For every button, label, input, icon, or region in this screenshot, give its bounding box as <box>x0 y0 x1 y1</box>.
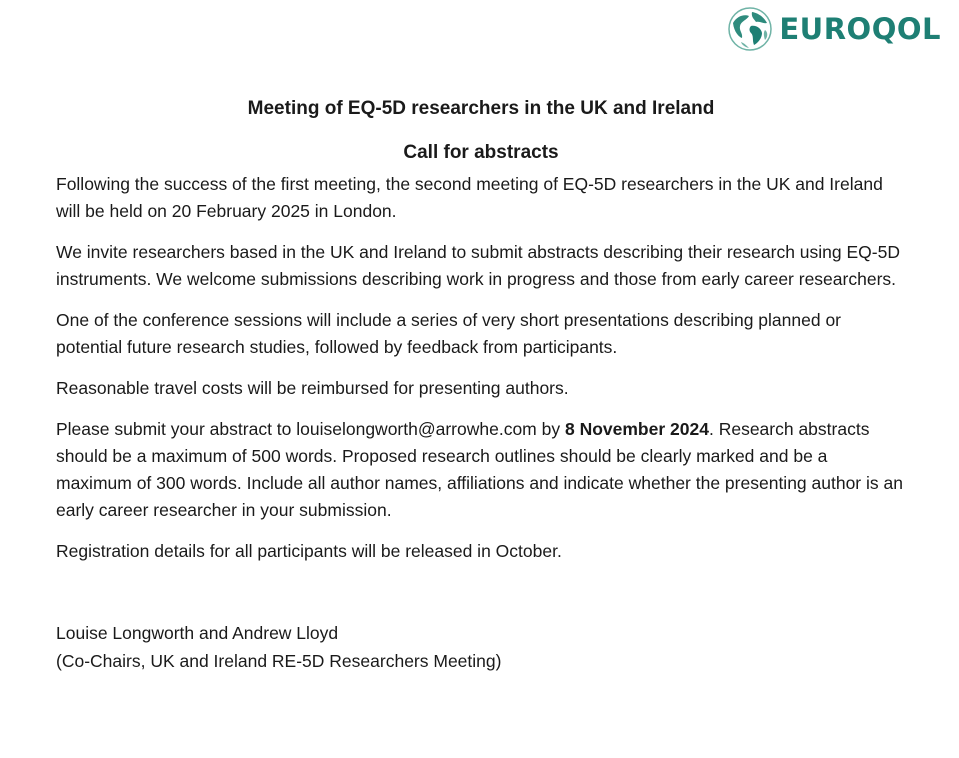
page-subtitle: Call for abstracts <box>403 142 559 163</box>
globe-icon <box>727 6 773 52</box>
paragraph-registration: Registration details for all participants will be released in October. <box>56 541 562 561</box>
paragraph-invitation: We invite researchers based in the UK and Ireland to submit abstracts describing their research using EQ-5D instruments. We welcome submissions describing work in progress and those from early career researchers. <box>56 242 900 289</box>
paragraph-submission <box>56 416 906 524</box>
signature-role: (Co-Chairs, UK and Ireland RE-5D Researchers Meeting) <box>56 651 502 671</box>
document-body <box>56 95 906 675</box>
paragraph-sessions: One of the conference sessions will include a series of very short presentations describing planned or potential future research studies, followed by feedback from participants. <box>56 310 842 357</box>
signature-names: Louise Longworth and Andrew Lloyd <box>56 623 339 643</box>
paragraph-travel-costs: Reasonable travel costs will be reimbursed for presenting authors. <box>56 378 569 398</box>
submission-text-before: Please submit your abstract to louiselongworth@arrowhe.com by <box>56 419 565 439</box>
signature-block <box>56 619 906 675</box>
page-title: Meeting of EQ-5D researchers in the UK and Ireland <box>247 98 715 119</box>
submission-deadline: 8 November 2024 <box>564 419 709 439</box>
euroqol-logo <box>727 6 941 52</box>
paragraph-meeting-date: Following the success of the first meeting, the second meeting of EQ-5D researchers in the UK and Ireland will be held on 20 February 2025 in London. <box>56 174 883 221</box>
submission-text-after: . Research abstracts should be a maximum of 500 words. Proposed research outlines should be clearly marked and be a maximum of 300 words. Include all author names, affiliations and indicate whether the presenting author is an early career researcher in your submission. <box>56 419 903 520</box>
logo-wordmark: EUROQOL <box>779 12 941 46</box>
